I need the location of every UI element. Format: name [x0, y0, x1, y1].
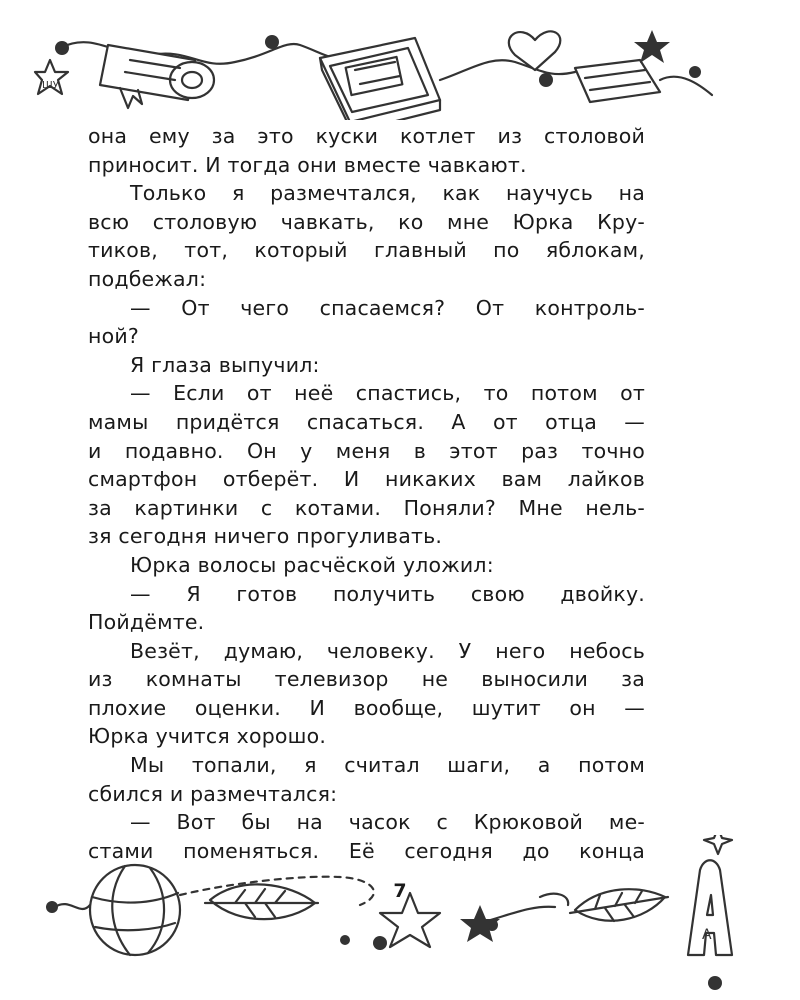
- text-line: и подавно. Он у меня в этот раз точно: [88, 438, 645, 463]
- text-line: всю столовую чавкать, ко мне Юрка Кру-: [88, 209, 645, 234]
- star-filled-top-icon: [634, 30, 670, 63]
- text-line: смартфон отберёт. И никаких вам лайков: [88, 467, 645, 492]
- toothpaste-icon: [575, 60, 712, 102]
- text-line: — Вот бы на часок с Крюковой ме-: [130, 810, 645, 835]
- bottom-dot-icon: [708, 976, 722, 990]
- text-line: Мы топали, я считал шаги, а потом: [130, 753, 645, 778]
- star-filled-bottom-icon: [460, 905, 500, 942]
- page-text-block: [88, 122, 645, 865]
- scroll-icon: [100, 45, 214, 108]
- heart-icon: [509, 31, 560, 70]
- text-line: стами поменяться. Её сегодня до конца: [88, 838, 645, 863]
- text-line: за картинки с котами. Поняли? Мне нель-: [88, 495, 645, 520]
- text-line: Везёт, думаю, человеку. У него небось: [130, 638, 645, 663]
- text-line: Пойдёмте.: [88, 610, 205, 635]
- text-line: приносит. И тогда они вместе чавкают.: [88, 152, 527, 177]
- top-dot-icon: [539, 73, 553, 87]
- text-line: из комнаты телевизор не выносили за: [88, 667, 645, 692]
- bottom-dot-icon: [373, 936, 387, 950]
- text-line: ной?: [88, 324, 139, 349]
- top-dot-icon: [689, 66, 701, 78]
- page-number: 7: [393, 880, 407, 902]
- text-line: Только я размечтался, как научусь на: [130, 181, 645, 206]
- bottom-dot-icon: [340, 935, 350, 945]
- bottom-letter: А: [702, 927, 712, 943]
- text-line: зя сегодня ничего прогуливать.: [88, 524, 443, 549]
- left-squiggle-line: [55, 904, 90, 909]
- text-line: она ему за это куски котлет из столовой: [88, 124, 645, 148]
- text-line: — Я готов получить свою двойку.: [130, 581, 645, 606]
- top-dot-icon: [265, 35, 279, 49]
- top-doodle-border: [0, 0, 800, 120]
- text-line: тиков, тот, который главный по яблокам,: [88, 238, 645, 263]
- top-dot-icon: [55, 41, 69, 55]
- book-icon: [320, 38, 440, 120]
- text-line: плохие оценки. И вообще, шутит он —: [88, 695, 645, 720]
- sparkle-outline-icon: [704, 835, 732, 854]
- top-star-letters: ШУ: [42, 80, 59, 91]
- text-line: — Если от неё спастись, то потом от: [130, 381, 645, 406]
- bottom-doodle-border: [0, 835, 800, 1000]
- text-line: сбился и размечтался:: [88, 781, 338, 806]
- text-line: — От чего спасаемся? От контроль-: [130, 295, 645, 320]
- bottom-dot-icon: [46, 901, 58, 913]
- basketball-icon: [90, 865, 180, 955]
- text-line: Я глаза выпучил:: [130, 352, 320, 377]
- text-line: подбежал:: [88, 266, 207, 291]
- text-line: мамы придётся спасаться. А от отца —: [88, 409, 645, 434]
- text-line: Юрка волосы расчёской уложил:: [130, 552, 494, 577]
- text-line: Юрка учится хорошо.: [88, 724, 327, 749]
